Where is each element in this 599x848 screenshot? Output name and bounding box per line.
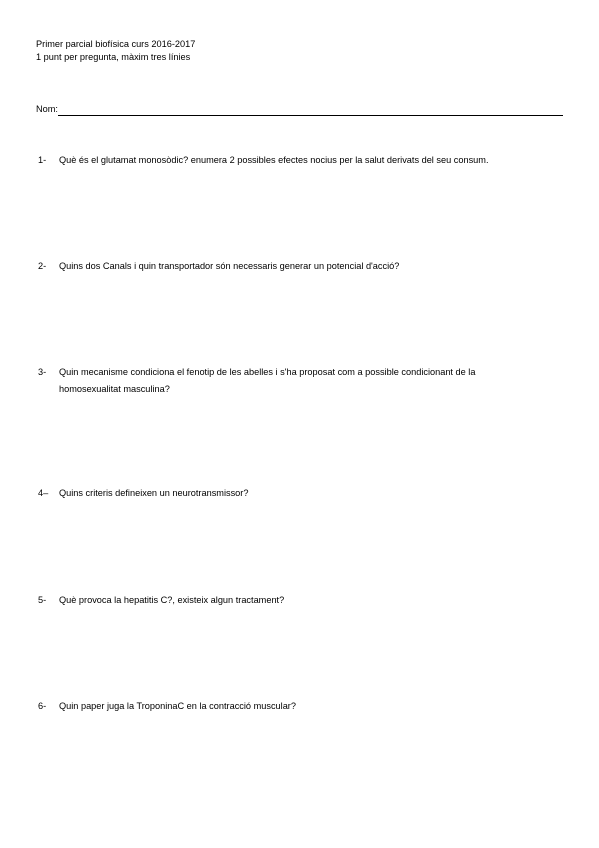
name-underline[interactable] [58, 104, 563, 116]
question-text: Quins criteris defineixen un neurotransmissor? [59, 488, 249, 498]
question-3 [38, 364, 538, 398]
name-field [36, 103, 563, 116]
exam-header [36, 38, 195, 64]
exam-title: Primer parcial biofísica curs 2016-2017 [36, 39, 196, 49]
question-number: 3- [38, 367, 47, 377]
exam-instructions: 1 punt per pregunta, màxim tres línies [36, 52, 191, 62]
question-5 [38, 592, 538, 609]
question-number: 1- [38, 155, 47, 165]
question-number: 2- [38, 261, 47, 271]
question-number: 4– [38, 488, 49, 498]
question-number: 5- [38, 595, 47, 605]
question-text: Què provoca la hepatitis C?, existeix algun tractament? [59, 595, 285, 605]
question-text: Quin mecanisme condiciona el fenotip de les abelles i s'ha proposat com a possible condicionant de la homosexualitat masculina? [59, 367, 476, 394]
question-text: Quin paper juga la TroponinaC en la contracció muscular? [59, 701, 296, 711]
question-1 [38, 152, 538, 169]
question-text: Què és el glutamat monosòdic? enumera 2 possibles efectes nocius per la salut derivats del seu consum. [59, 155, 489, 165]
question-4 [38, 485, 538, 502]
question-6 [38, 698, 538, 715]
question-2 [38, 258, 538, 275]
question-text: Quins dos Canals i quin transportador són necessaris generar un potencial d'acció? [59, 261, 400, 271]
question-number: 6- [38, 701, 47, 711]
name-label: Nom: [36, 104, 58, 114]
